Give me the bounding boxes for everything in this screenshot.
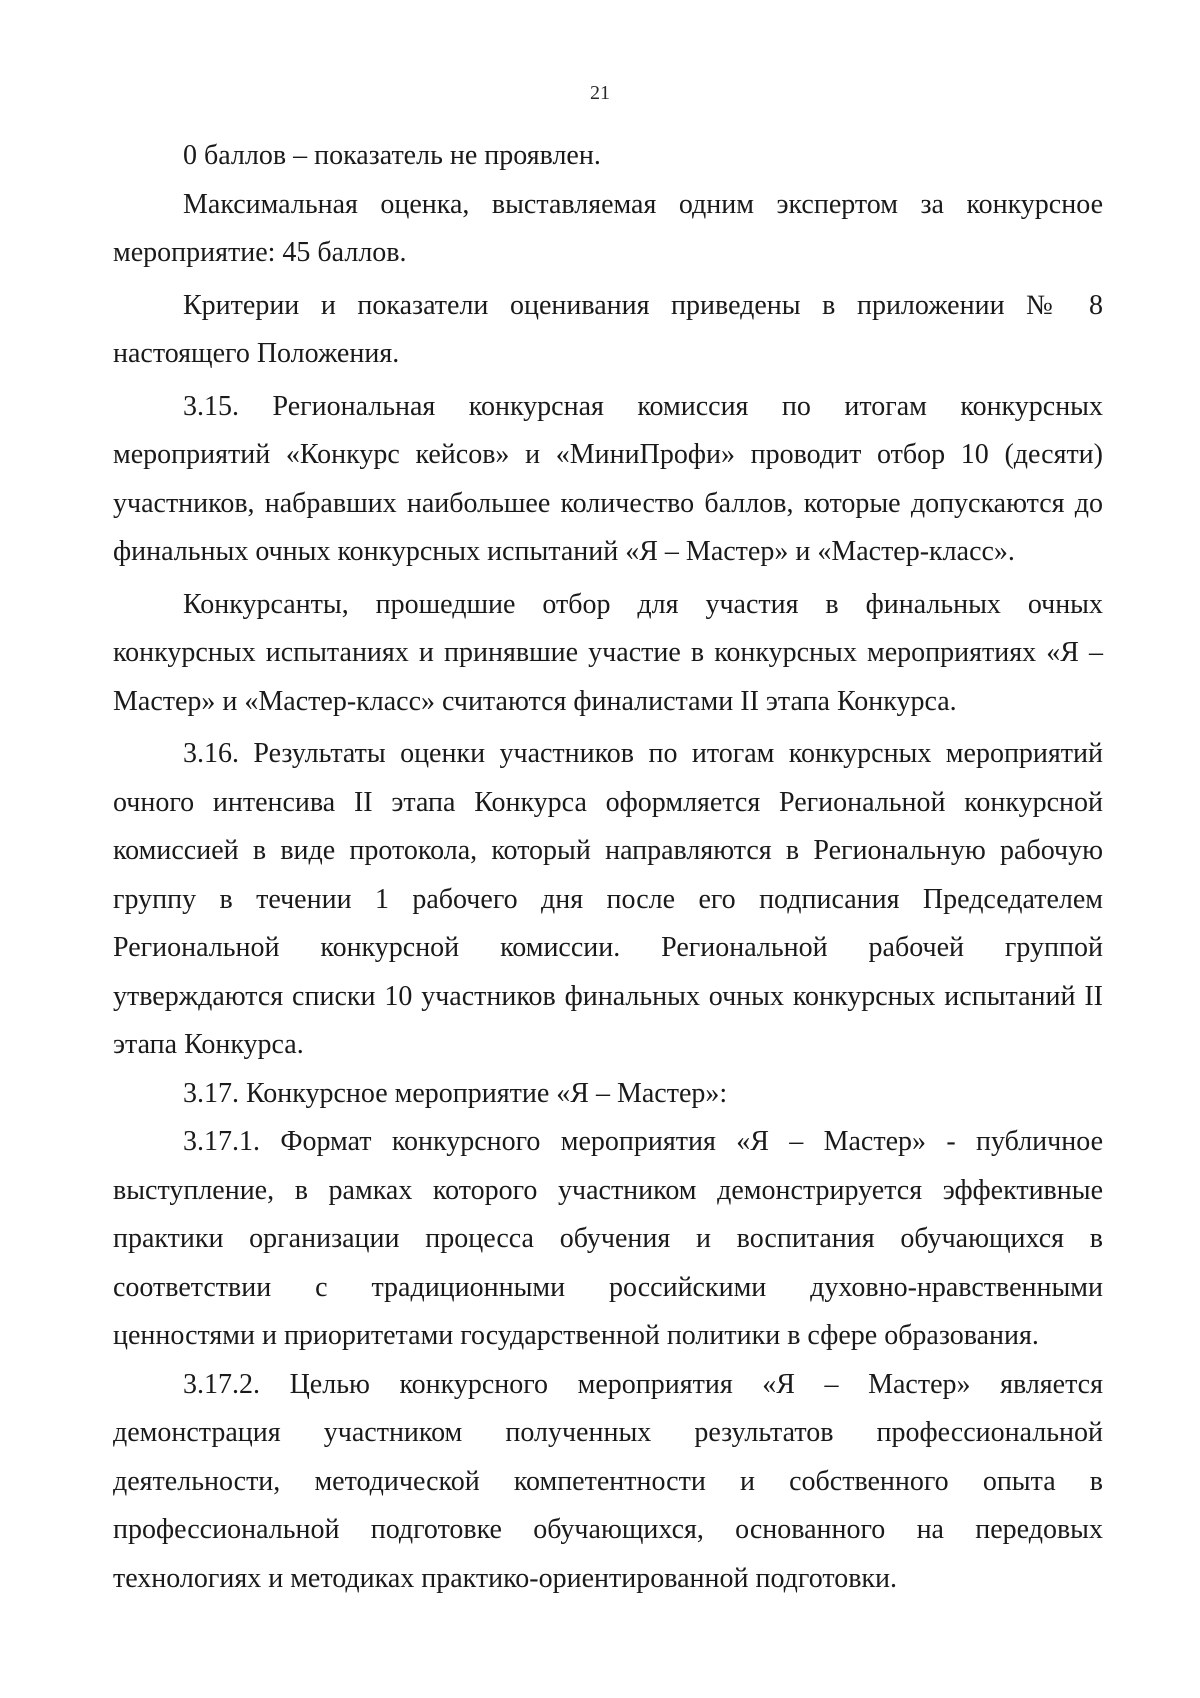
paragraph-3-16: 3.16. Результаты оценки участников по итогам конкурсных мероприятий очного интенсива II этапа Конкурса оформляется Региональной конкурсной комиссией в виде протокола, который направляются в Региональную рабочую группу в течении 1 рабочего дня после его подписания Председателем Региональной конкурсной комиссии. Региональной рабочей группой утверждаются списки 10 участников финальных очных конкурсных испытаний II этапа Конкурса.: [113, 738, 1103, 1060]
paragraph-3-17: 3.17. Конкурсное мероприятие «Я – Мастер»:: [183, 1077, 728, 1109]
paragraph-3-17-1: 3.17.1. Формат конкурсного мероприятия «Я – Мастер» - публичное выступление, в рамках которого участником демонстрируется эффективные практики организации процесса обучения и воспитания обучающихся в соответствии с традиционными российскими духовно-нравственными ценностями и приоритетами государственной политики в сфере образования.: [113, 1126, 1103, 1351]
paragraph-criteria: Критерии и показатели оценивания приведены в приложении № 8 настоящего Положения.: [113, 289, 1103, 369]
paragraph-max-score: Максимальная оценка, выставляемая одним экспертом за конкурсное мероприятие: 45 баллов.: [113, 188, 1103, 268]
page-number: 21: [590, 82, 610, 104]
paragraph-3-15: 3.15. Региональная конкурсная комиссия по итогам конкурсных мероприятий «Конкурс кейсов» и «МиниПрофи» проводит отбор 10 (десяти) участников, набравших наибольшее количество баллов, которые допускаются до финальных очных конкурсных испытаний «Я – Мастер» и «Мастер-класс».: [113, 390, 1103, 567]
document-body: [113, 132, 1103, 1603]
paragraph-3-17-2: 3.17.2. Целью конкурсного мероприятия «Я – Мастер» является демонстрация участником полученных результатов профессиональной деятельности, методической компетентности и собственного опыта в профессиональной подготовке обучающихся, основанного на передовых технологиях и методиках практико-ориентированной подготовки.: [113, 1368, 1103, 1594]
paragraph-score-zero: 0 баллов – показатель не проявлен.: [183, 140, 601, 171]
paragraph-finalists: Конкурсанты, прошедшие отбор для участия в финальных очных конкурсных испытаниях и принявшие участие в конкурсных мероприятиях «Я – Мастер» и «Мастер-класс» считаются финалистами II этапа Конкурса.: [113, 588, 1103, 717]
